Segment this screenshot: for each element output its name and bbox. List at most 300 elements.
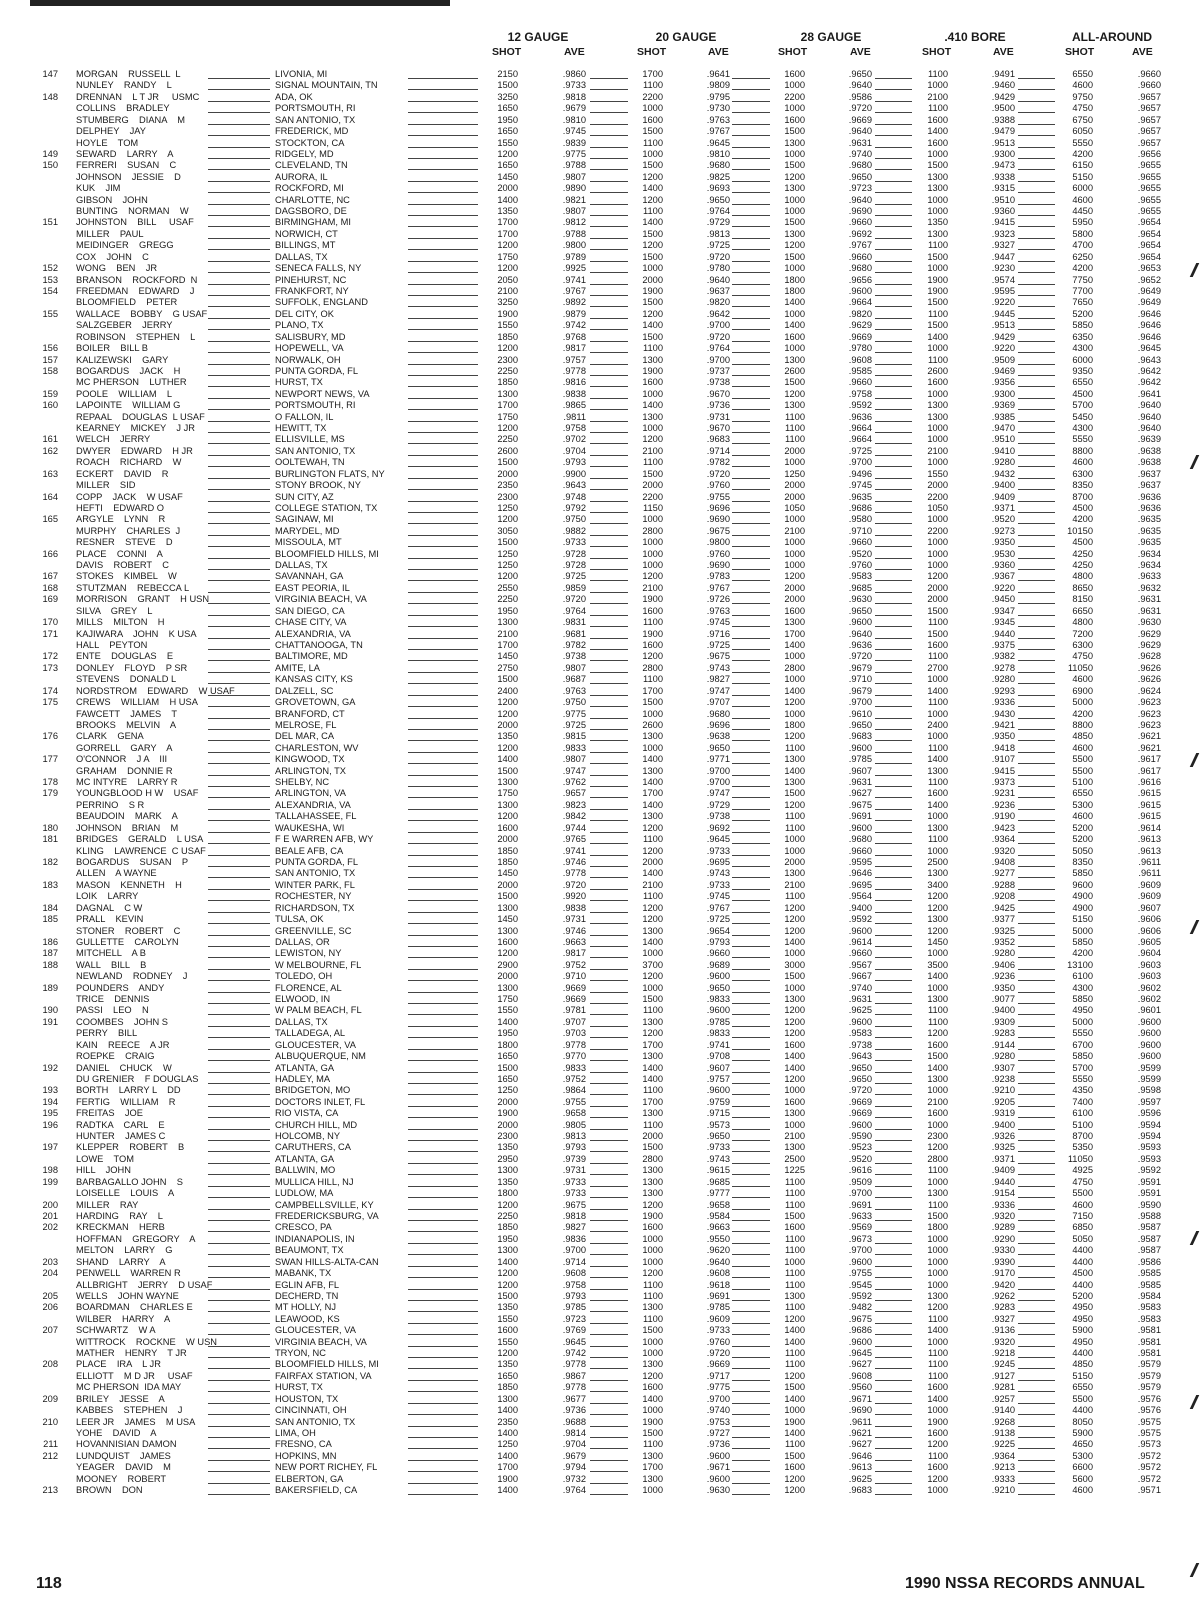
ave-410-cell: .9423 [991, 822, 1015, 833]
ave-20-cell: .9809 [706, 80, 730, 91]
ave-28-cell: .9679 [848, 662, 872, 673]
shot-12-cell: 1300 [497, 925, 518, 936]
ave-12-cell: .9810 [562, 114, 586, 125]
shot-12-cell: 1450 [497, 868, 518, 879]
shot-28-cell: 2800 [784, 662, 805, 673]
ave-410-cell: .9144 [991, 1039, 1015, 1050]
leader-underline [1018, 1494, 1055, 1495]
shot-12-cell: 1700 [497, 640, 518, 650]
ave-410-cell: .9371 [991, 502, 1015, 513]
shot-410-cell: 1100 [928, 1370, 948, 1381]
shot-all-cell: 5200 [1072, 834, 1093, 845]
shot-410-cell: 2200 [927, 525, 948, 536]
table-row [0, 355, 1200, 366]
leader-underline [408, 672, 478, 673]
leader-underline [590, 1037, 628, 1038]
shot-20-cell: 1600 [642, 1382, 663, 1393]
leader-underline [732, 1186, 770, 1187]
shot-28-cell: 1000 [784, 982, 805, 993]
shot-20-cell: 1400 [642, 320, 663, 331]
ave-all-cell: .9631 [1137, 605, 1161, 616]
ave-20-cell: .9650 [706, 194, 730, 205]
shot-all-cell: 6050 [1072, 126, 1093, 137]
shot-20-cell: 1500 [642, 1325, 663, 1336]
hometown-cell: SAN ANTONIO, TX [275, 445, 356, 456]
leader-underline [1018, 592, 1055, 593]
table-row [0, 1291, 1200, 1302]
leader-underline [208, 900, 270, 901]
shooter-name-cell: POUNDERS ANDY [76, 982, 165, 993]
leader-underline [590, 1460, 628, 1461]
leader-underline [590, 1323, 628, 1324]
leader-underline [1018, 1368, 1055, 1369]
leader-underline [732, 1323, 770, 1324]
shot-all-cell: 5850 [1072, 868, 1093, 879]
ave-20-cell: .9600 [706, 1450, 730, 1461]
shooter-name-cell: KUK JIM [76, 183, 121, 194]
leader-underline [875, 89, 912, 90]
leader-underline [732, 192, 770, 193]
hometown-cell: INDIANAPOLIS, IN [275, 1233, 355, 1244]
ave-all-cell: .9623 [1137, 708, 1161, 719]
shooter-name-cell: MASON KENNETH H [76, 879, 182, 890]
leader-underline [208, 1014, 270, 1015]
leader-underline [590, 1243, 628, 1244]
leader-underline [1018, 1151, 1055, 1152]
ave-12-cell: .9793 [562, 1142, 586, 1153]
leader-underline [208, 786, 270, 787]
scan-edge-mark [1190, 1563, 1200, 1577]
shot-410-cell: 1500 [927, 1211, 948, 1221]
hometown-cell: STOCKTON, CA [275, 137, 345, 148]
shot-20-cell: 1100 [643, 457, 663, 468]
leader-underline [1018, 1231, 1055, 1232]
leader-underline [732, 832, 770, 833]
leader-underline [408, 466, 478, 467]
leader-underline [208, 398, 270, 399]
leader-underline [208, 158, 270, 159]
leader-underline [875, 1026, 912, 1027]
leader-underline [875, 1060, 912, 1061]
rank-cell: 163 [42, 468, 58, 479]
shot-20-cell: 1400 [642, 754, 663, 765]
hometown-cell: FREDERICKSBURG, VA [275, 1211, 379, 1221]
ave-all-cell: .9613 [1137, 834, 1161, 845]
ave-all-cell: .9587 [1137, 1222, 1161, 1233]
shot-410-cell: 1100 [928, 742, 948, 753]
ave-28-cell: .9600 [848, 822, 872, 833]
rank-cell: 203 [42, 1256, 58, 1267]
ave-410-cell: .9473 [991, 160, 1015, 171]
ave-410-cell: .9280 [991, 457, 1015, 468]
hometown-cell: BLOOMFIELD HILLS, MI [275, 1359, 379, 1370]
leader-underline [208, 580, 270, 581]
rank-cell: 191 [42, 1016, 58, 1027]
hometown-cell: ALEXANDRIA, VA [275, 628, 351, 639]
shot-28-cell: 1000 [784, 206, 805, 217]
shot-20-cell: 1200 [642, 971, 663, 982]
shot-12-cell: 1850 [497, 1222, 518, 1233]
leader-underline [590, 78, 628, 79]
ave-410-cell: .9268 [991, 1416, 1015, 1427]
shot-410-cell: 2200 [927, 491, 948, 502]
shooter-name-cell: BRIDGES GERALD L USA [76, 834, 204, 845]
shooter-name-cell: STUMBERG DIANA M [76, 114, 185, 125]
ave-28-cell: .9683 [848, 1485, 872, 1496]
shot-all-cell: 5100 [1072, 777, 1093, 788]
ave-12-cell: .9707 [562, 1016, 586, 1027]
shot-410-cell: 1000 [927, 731, 948, 742]
shot-20-cell: 1100 [643, 1439, 663, 1450]
leader-underline [875, 1163, 912, 1164]
hometown-cell: AURORA, IL [275, 171, 328, 182]
leader-underline [1018, 375, 1055, 376]
leader-underline [208, 1357, 270, 1358]
ave-20-cell: .9820 [706, 297, 730, 308]
shot-all-cell: 4800 [1072, 617, 1093, 628]
ave-20-cell: .9738 [706, 377, 730, 388]
leader-underline [1018, 341, 1055, 342]
shot-20-cell: 1000 [642, 1485, 663, 1496]
shot-20-cell: 1200 [642, 902, 663, 913]
shot-12-cell: 1750 [497, 994, 518, 1005]
shot-all-cell: 4200 [1072, 514, 1093, 525]
leader-underline [208, 626, 270, 627]
shot-410-cell: 1100 [928, 1313, 948, 1324]
table-row [0, 1337, 1200, 1348]
leader-underline [732, 523, 770, 524]
ave-all-cell: .9601 [1137, 1005, 1161, 1016]
shot-12-cell: 1400 [497, 1405, 518, 1416]
ave-all-cell: .9598 [1137, 1085, 1161, 1096]
hometown-cell: BILLINGS, MT [275, 240, 336, 251]
leader-underline [1018, 1426, 1055, 1427]
leader-underline [590, 1174, 628, 1175]
leader-underline [875, 1460, 912, 1461]
shot-12-cell: 1400 [497, 1427, 518, 1438]
leader-underline [408, 535, 478, 536]
leader-underline [590, 832, 628, 833]
ave-12-cell: .9821 [562, 194, 586, 205]
leader-underline [208, 192, 270, 193]
ave-20-cell: .9700 [706, 1393, 730, 1404]
leader-underline [208, 592, 270, 593]
rank-cell: 187 [42, 948, 58, 959]
ave-410-cell: .9293 [991, 685, 1015, 696]
leader-underline [408, 957, 478, 958]
shot-12-cell: 1600 [497, 1325, 518, 1336]
leader-underline [408, 1151, 478, 1152]
ave-28-cell: .9600 [848, 617, 872, 628]
leader-underline [408, 786, 478, 787]
leader-underline [590, 1072, 628, 1073]
shot-410-cell: 2000 [927, 480, 948, 491]
rank-cell: 193 [42, 1085, 58, 1096]
table-row [0, 377, 1200, 388]
shot-12-cell: 2300 [497, 491, 518, 502]
leader-underline [875, 1094, 912, 1095]
leader-underline [732, 763, 770, 764]
shot-28-cell: 1100 [785, 411, 805, 422]
shot-20-cell: 1000 [642, 708, 663, 719]
ave-all-cell: .9572 [1137, 1462, 1161, 1473]
shot-12-cell: 2000 [497, 834, 518, 845]
ave-all-cell: .9637 [1137, 468, 1161, 479]
rank-cell: 188 [42, 959, 58, 970]
leader-underline [732, 603, 770, 604]
leader-underline [1018, 443, 1055, 444]
shot-20-cell: 1100 [643, 1290, 663, 1301]
ave-all-cell: .9597 [1137, 1096, 1161, 1107]
shooter-name-cell: WALLACE BOBBY G USAF [76, 308, 208, 319]
ave-20-cell: .9637 [706, 285, 730, 296]
leader-underline [732, 1437, 770, 1438]
shot-20-cell: 2800 [642, 1153, 663, 1164]
leader-underline [732, 1448, 770, 1449]
shooter-name-cell: GULLETTE CAROLYN [76, 936, 179, 947]
shot-28-cell: 1100 [785, 822, 805, 833]
leader-underline [590, 341, 628, 342]
leader-underline [1018, 523, 1055, 524]
shot-28-cell: 2000 [784, 491, 805, 502]
ave-410-cell: .9450 [991, 594, 1015, 605]
leader-underline [408, 1026, 478, 1027]
leader-underline [590, 455, 628, 456]
shooter-name-cell: ELLIOTT M D JR USAF [76, 1370, 193, 1381]
table-row [0, 138, 1200, 149]
shot-20-cell: 2000 [642, 480, 663, 491]
leader-underline [875, 603, 912, 604]
leader-underline [1018, 1334, 1055, 1335]
shot-all-cell: 4900 [1072, 902, 1093, 913]
shot-410-cell: 2600 [927, 365, 948, 376]
shooter-name-cell: NUNLEY RANDY L [76, 80, 172, 91]
leader-underline [208, 969, 270, 970]
ave-28-cell: .9740 [848, 148, 872, 159]
leader-underline [590, 135, 628, 136]
shot-28-cell: 1400 [784, 1062, 805, 1073]
shot-all-cell: 4400 [1072, 1405, 1093, 1416]
rank-cell: 160 [42, 400, 58, 411]
leader-underline [590, 889, 628, 890]
leader-underline [1018, 786, 1055, 787]
shot-20-cell: 1100 [643, 1005, 663, 1016]
shot-20-cell: 1300 [642, 731, 663, 742]
shooter-name-cell: YOHE DAVID A [76, 1427, 157, 1438]
shot-28-cell: 1000 [784, 148, 805, 159]
shooter-name-cell: PLACE IRA L JR [76, 1359, 161, 1370]
shot-20-cell: 1900 [642, 1211, 663, 1221]
leader-underline [208, 78, 270, 79]
ave-header-all: AVE [1132, 46, 1153, 58]
leader-underline [732, 478, 770, 479]
ave-28-cell: .9690 [848, 1405, 872, 1416]
ave-20-cell: .9608 [706, 1268, 730, 1279]
leader-underline [1018, 101, 1055, 102]
ave-410-cell: .9320 [991, 1211, 1015, 1221]
shot-410-cell: 1300 [927, 1290, 948, 1301]
shot-12-cell: 1650 [497, 126, 518, 137]
leader-underline [732, 512, 770, 513]
leader-underline [1018, 421, 1055, 422]
leader-underline [590, 1129, 628, 1130]
shot-410-cell: 1500 [927, 320, 948, 331]
hometown-cell: CHARLOTTE, NC [275, 194, 350, 205]
leader-underline [590, 89, 628, 90]
shot-12-cell: 1650 [497, 1051, 518, 1062]
shot-28-cell: 1100 [785, 1245, 805, 1256]
shooter-name-cell: PENWELL WARREN R [76, 1268, 181, 1279]
ave-12-cell: .9733 [562, 1176, 586, 1187]
leader-underline [590, 706, 628, 707]
shooter-name-cell: PRALL KEVIN [76, 914, 144, 925]
leader-underline [408, 1094, 478, 1095]
ave-28-cell: .9680 [848, 834, 872, 845]
ave-410-cell: .9281 [991, 1382, 1015, 1393]
leader-underline [732, 135, 770, 136]
table-row [0, 697, 1200, 708]
shot-all-cell: 5500 [1072, 754, 1093, 765]
shot-410-cell: 1000 [927, 1279, 948, 1290]
ave-all-cell: .9638 [1137, 445, 1161, 456]
leader-underline [408, 569, 478, 570]
shot-all-cell: 4300 [1072, 423, 1093, 434]
leader-underline [1018, 158, 1055, 159]
shot-28-cell: 1500 [784, 1450, 805, 1461]
shot-all-cell: 5850 [1072, 936, 1093, 947]
hometown-cell: LIVONIA, MI [275, 69, 328, 79]
ave-410-cell: .9273 [991, 525, 1015, 536]
ave-28-cell: .9640 [848, 80, 872, 91]
leader-underline [732, 329, 770, 330]
ave-28-cell: .9630 [848, 594, 872, 605]
ave-all-cell: .9621 [1137, 742, 1161, 753]
shot-410-cell: 1000 [927, 548, 948, 559]
leader-underline [408, 1003, 478, 1004]
leader-underline [732, 877, 770, 878]
hometown-cell: DALLAS, TX [275, 1016, 328, 1027]
leader-underline [408, 112, 478, 113]
leader-underline [590, 946, 628, 947]
ave-410-cell: .9138 [991, 1427, 1015, 1438]
shot-all-cell: 6650 [1072, 605, 1093, 616]
leader-underline [875, 261, 912, 262]
table-row [0, 594, 1200, 605]
ave-all-cell: .9626 [1137, 662, 1161, 673]
leader-underline [875, 329, 912, 330]
leader-underline [875, 169, 912, 170]
leader-underline [875, 740, 912, 741]
shot-12-cell: 1300 [497, 1165, 518, 1176]
table-row [0, 366, 1200, 377]
ave-12-cell: .9746 [562, 856, 586, 867]
leader-underline [408, 409, 478, 410]
ave-410-cell: .9300 [991, 388, 1015, 399]
leader-underline [590, 124, 628, 125]
leader-underline [732, 215, 770, 216]
group-header-28-gauge: 28 GAUGE [800, 30, 862, 44]
table-row [0, 823, 1200, 834]
leader-underline [732, 455, 770, 456]
ave-20-cell: .9607 [706, 1062, 730, 1073]
leader-underline [590, 409, 628, 410]
hometown-cell: DAGSBORO, DE [275, 206, 347, 217]
ave-28-cell: .9635 [848, 491, 872, 502]
ave-12-cell: .9750 [562, 514, 586, 525]
ave-28-cell: .9629 [848, 320, 872, 331]
shot-all-cell: 4950 [1072, 1302, 1093, 1313]
ave-28-cell: .9496 [848, 468, 872, 479]
leader-underline [408, 181, 478, 182]
shot-28-cell: 2500 [784, 1153, 805, 1164]
ave-410-cell: .9190 [991, 811, 1015, 822]
shot-12-cell: 1250 [497, 1085, 518, 1096]
table-row [0, 800, 1200, 811]
shot-all-cell: 5850 [1072, 1051, 1093, 1062]
leader-underline [590, 215, 628, 216]
shot-28-cell: 1600 [784, 1096, 805, 1107]
ave-all-cell: .9593 [1137, 1153, 1161, 1164]
shooter-name-cell: KABBES STEPHEN J [76, 1405, 183, 1416]
shot-all-cell: 5200 [1072, 1290, 1093, 1301]
ave-12-cell: .9788 [562, 160, 586, 171]
ave-20-cell: .9725 [706, 240, 730, 251]
leader-underline [208, 489, 270, 490]
leader-underline [208, 1151, 270, 1152]
leader-underline [1018, 912, 1055, 913]
shooter-name-cell: RESNER STEVE D [76, 537, 173, 548]
leader-underline [732, 1072, 770, 1073]
ave-12-cell: .9778 [562, 1382, 586, 1393]
leader-underline [875, 1209, 912, 1210]
shot-12-cell: 2250 [497, 365, 518, 376]
rank-cell: 156 [42, 343, 58, 354]
shot-28-cell: 1100 [785, 1279, 805, 1290]
leader-underline [732, 169, 770, 170]
ave-28-cell: .9569 [848, 1222, 872, 1233]
ave-28-cell: .9685 [848, 582, 872, 593]
ave-20-cell: .9736 [706, 400, 730, 411]
leader-underline [408, 1174, 478, 1175]
shot-410-cell: 1000 [927, 1256, 948, 1267]
ave-12-cell: .9702 [562, 434, 586, 445]
shot-410-cell: 1000 [927, 1405, 948, 1416]
ave-20-cell: .9700 [706, 765, 730, 776]
hometown-cell: RICHARDSON, TX [275, 902, 355, 913]
shot-12-cell: 1250 [497, 502, 518, 513]
ave-410-cell: .9220 [991, 343, 1015, 354]
leader-underline [875, 1037, 912, 1038]
ave-all-cell: .9600 [1137, 1028, 1161, 1039]
hometown-cell: FRESNO, CA [275, 1439, 332, 1450]
shot-20-cell: 1000 [642, 982, 663, 993]
shot-all-cell: 6350 [1072, 331, 1093, 342]
leader-underline [208, 1460, 270, 1461]
ave-410-cell: .9336 [991, 697, 1015, 708]
table-row [0, 332, 1200, 343]
leader-underline [1018, 112, 1055, 113]
leader-underline [875, 1380, 912, 1381]
shooter-name-cell: DELPHEY JAY [76, 126, 146, 137]
leader-underline [408, 272, 478, 273]
leader-underline [590, 1311, 628, 1312]
table-row [0, 80, 1200, 91]
leader-underline [1018, 398, 1055, 399]
table-row [0, 526, 1200, 537]
shooter-name-cell: COX JOHN C [76, 251, 149, 262]
shot-all-cell: 5500 [1072, 1188, 1093, 1199]
shooter-name-cell: STUTZMAN REBECCA L [76, 582, 190, 593]
